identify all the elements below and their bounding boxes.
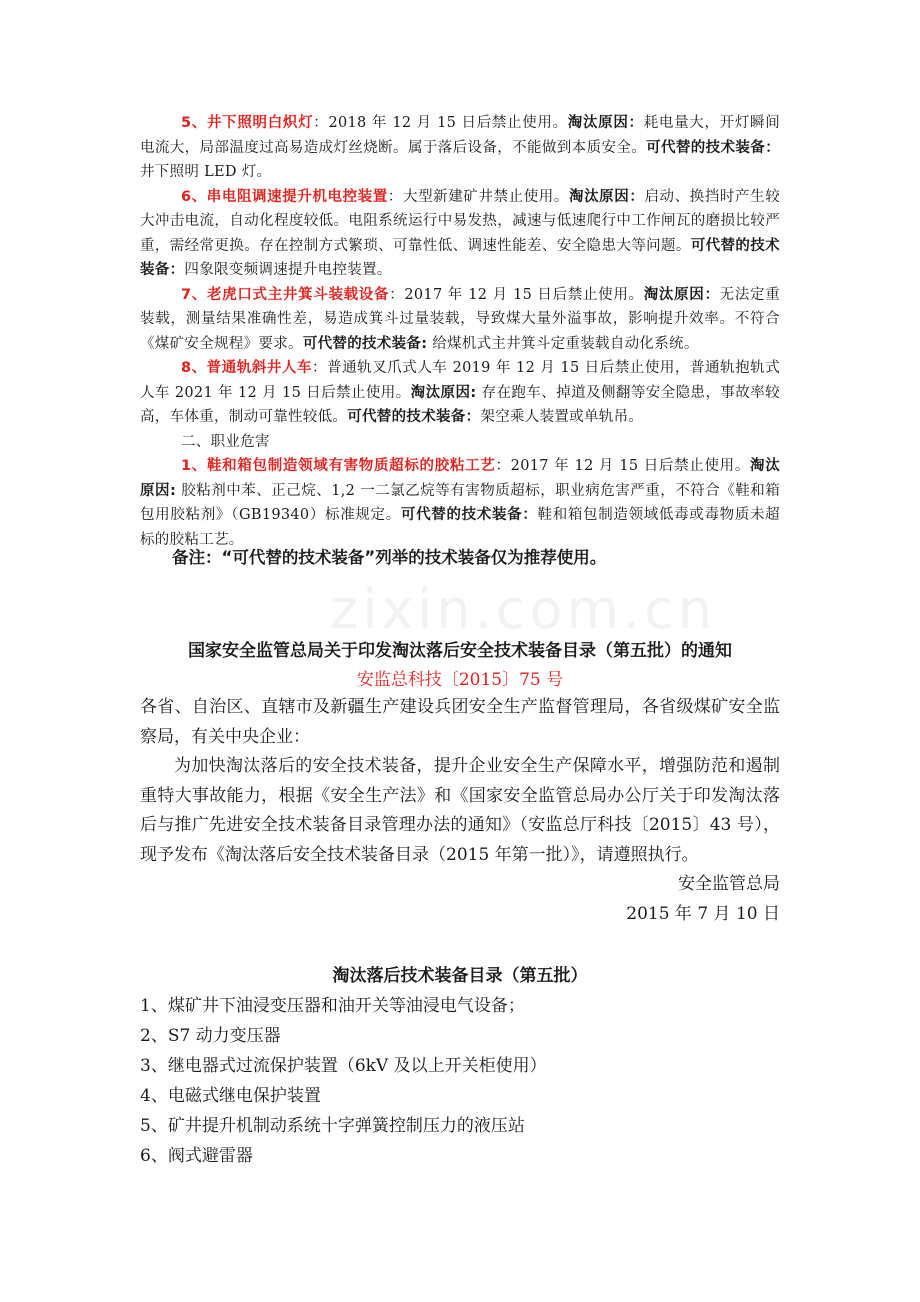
item-ban-text: ：2017 年 12 月 15 日后禁止使用。 [389,286,644,303]
item-title: 1、鞋和箱包制造领域有害物质超标的胶粘工艺 [181,458,496,474]
section-two-item-1 [140,454,780,552]
list-item: 1、煤矿井下油浸变压器和油开关等油浸电气设备； [140,996,525,1016]
alt-text: 四象限变频调速提升电控装置。 [184,262,392,278]
alt-text: 鞋和箱包制造领域低毒或毒物质未超标的胶粘工艺。 [140,507,780,548]
item-ban-text: ：2017 年 12 月 15 日后禁止使用。 [495,458,751,474]
list-item: 6、阀式避雷器 [140,1146,253,1166]
item-ban-text: ：大型新建矿井禁止使用。 [387,188,569,205]
reason-label: 淘汰原因： [643,286,720,303]
list-item: 4、电磁式继电保护装置 [140,1086,321,1106]
alt-label: 可代替的技术装备： [140,237,780,278]
item-title: 8、普通轨斜井人车 [181,360,313,376]
alt-label: 可代替的技术装备: [302,335,428,352]
item-7 [140,283,780,357]
alt-label: 可代替的技术装备： [347,409,481,425]
alt-text: 井下照明 LED 灯。 [140,164,272,180]
item-title: 5、井下照明白炽灯 [181,115,314,131]
item-ban-text: ：2018 年 12 月 15 日后禁止使用。 [313,115,568,131]
list-item: 2、S7 动力变压器 [140,1026,281,1046]
item-6 [140,185,780,283]
notice-body [140,693,780,929]
reason-label: 淘汰原因: [410,384,477,401]
reason-text: 存在跑车、掉道及侧翻等安全隐患，事故率较高，车体重，制动可靠性较低。 [140,384,780,425]
item-title: 7、老虎口式主井箕斗装载设备 [181,286,390,303]
reason-label: 淘汰原因： [567,115,644,131]
watermark: zixin.com.cn [330,578,717,641]
list-item: 5、矿井提升机制动系统十字弹簧控制压力的液压站 [140,1116,525,1136]
section-two-heading: 二、职业危害 [181,433,270,450]
reason-text: 启动、换挡时产生较大冲击电流，自动化程度较低。电阻系统运行中易发热，减速与低速爬行中工作闸瓦的磨损比较严重，需经常更换。存在控制方式繁琐、可靠性低、调速性能差、安全隐患大等问题。 [140,188,781,254]
section-one-items [140,111,780,552]
item-title: 6、串电阻调速提升机电控装置 [181,188,388,205]
reason-label: 淘汰原因: [140,458,781,499]
item-8 [140,356,780,430]
alt-text: 架空乘人装置或单轨吊。 [480,409,644,425]
catalog-list [140,991,780,1171]
catalog-title: 淘汰落后技术装备目录（第五批） [332,966,588,986]
document-number: 安监总科技〔2015〕75 号 [356,670,564,690]
addressee: 各省、自治区、直辖市及新疆生产建设兵团安全生产监督管理局，各省级煤矿安全监察局，有关中央企业： [140,697,780,747]
reason-label: 淘汰原因： [569,188,645,205]
list-item: 3、继电器式过流保护装置（6kV 及以上开关柜使用） [140,1056,547,1076]
notice-title: 国家安全监管总局关于印发淘汰落后安全技术装备目录（第五批）的通知 [188,641,732,661]
item-5 [140,111,780,185]
remark-note: 备注：“可代替的技术装备”列举的技术装备仅为推荐使用。 [172,548,607,567]
reason-text: 无法定重装载，测量结果准确性差，易造成箕斗过量装载，导致煤大量外溢事故，影响提升效率。不符合《煤矿安全规程》要求。 [140,286,781,352]
alt-text: 给煤机式主井箕斗定重装载自动化系统。 [427,335,699,352]
notice-paragraph: 为加快淘汰落后的安全技术装备，提升企业安全生产保障水平，增强防范和遏制重特大事故能力，根据《安全生产法》和《国家安全监管总局办公厅关于印发淘汰落后与推广先进安全技术装备目录管理办法的通知》（安监总厅科技〔2015〕43 号），现予发布《淘汰落后安全技术装备目录（2015 年第一批）》，请遵照执行。 [140,756,780,865]
alt-label: 可代替的技术装备： [646,139,780,156]
sender: 安全监管总局 [678,874,780,894]
issue-date: 2015 年 7 月 10 日 [626,903,780,924]
reason-text: 胶粘剂中苯、正己烷、1,2 一二氯乙烷等有害物质超标，职业病危害严重，不符合《鞋和箱包用胶粘剂》（GB19340）标准规定。 [140,482,780,523]
item-ban-text: ：普通轨叉爪式人车 2019 年 12 月 15 日后禁止使用，普通轨抱轨式人车 2021 年 12 月 15 日后禁止使用。 [140,360,781,401]
reason-text: 耗电量大，开灯瞬间电流大，局部温度过高易造成灯丝烧断。属于落后设备，不能做到本质安全。 [140,115,781,156]
alt-label: 可代替的技术装备： [400,507,538,523]
